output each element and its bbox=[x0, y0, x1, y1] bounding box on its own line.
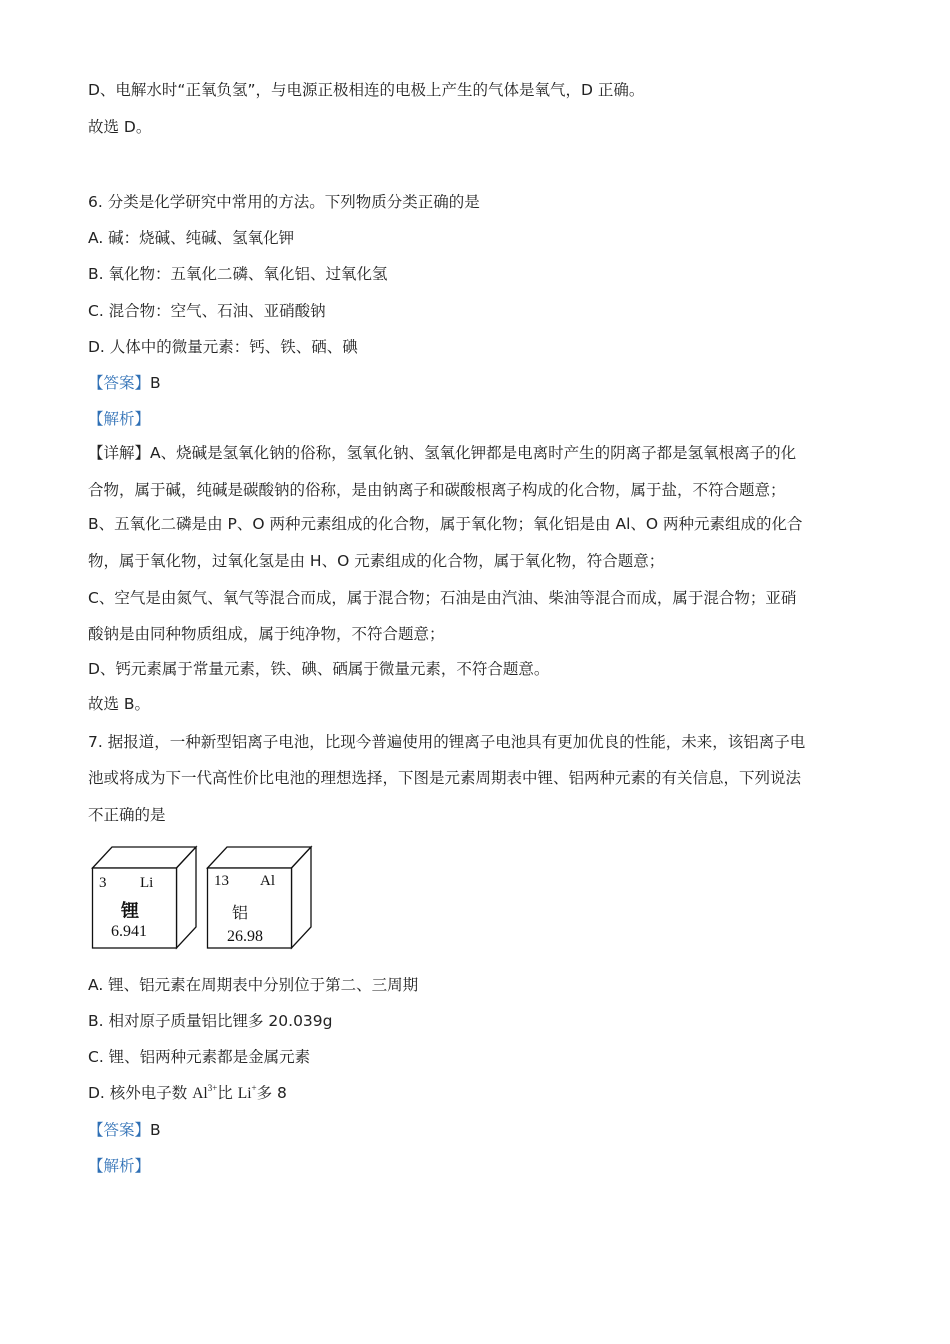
lithium-atomic-number: 3 bbox=[99, 875, 107, 891]
q7-option-d-suffix: 多 8 bbox=[256, 1084, 287, 1102]
q6-option-a: A. 碱：烧碱、纯碱、氢氧化钾 bbox=[88, 229, 295, 247]
q6-detail-line-5: C、空气是由氮气、氧气等混合而成，属于混合物；石油是由汽油、柴油等混合而成，属于混合物；亚硝 bbox=[88, 589, 797, 607]
q6-detail-line-7: D、钙元素属于常量元素，铁、碘、硒属于微量元素，不符合题意。 bbox=[88, 660, 550, 678]
q7-option-d bbox=[88, 1082, 287, 1105]
prev-conclusion: 故选 D。 bbox=[88, 118, 152, 136]
q6-conclusion: 故选 B。 bbox=[88, 695, 151, 713]
q7-option-a: A. 锂、铝元素在周期表中分别位于第二、三周期 bbox=[88, 976, 419, 994]
prev-option-d: D、电解水时“正氧负氢”，与电源正极相连的电极上产生的气体是氧气，D 正确。 bbox=[88, 81, 645, 99]
q6-stem: 6. 分类是化学研究中常用的方法。下列物质分类正确的是 bbox=[88, 193, 480, 211]
q7-stem-line-2: 池或将成为下一代高性价比电池的理想选择，下图是元素周期表中锂、铝两种元素的有关信息，下列说法 bbox=[88, 769, 802, 787]
q7-analysis-heading bbox=[88, 1155, 150, 1177]
q7-ion-lithium-charge: + bbox=[251, 1082, 257, 1093]
element-card-lithium bbox=[90, 844, 200, 950]
q6-option-c: C. 混合物：空气、石油、亚硝酸钠 bbox=[88, 302, 326, 320]
q7-ion-aluminium-charge: 3+ bbox=[207, 1082, 218, 1093]
q6-detail-tag: 【详解】 bbox=[88, 444, 151, 462]
q7-answer-value: B bbox=[150, 1121, 161, 1139]
q6-answer bbox=[88, 372, 161, 394]
aluminium-name: 铝 bbox=[232, 903, 249, 922]
q6-analysis-heading bbox=[88, 408, 150, 430]
q6-detail-line-6: 酸钠是由同种物质组成，属于纯净物，不符合题意； bbox=[88, 625, 445, 643]
lithium-atomic-mass: 6.941 bbox=[111, 923, 147, 940]
element-card-aluminium bbox=[205, 844, 315, 950]
q6-option-d: D. 人体中的微量元素：钙、铁、硒、碘 bbox=[88, 338, 358, 356]
q7-option-d-middle: 比 bbox=[217, 1084, 238, 1102]
aluminium-symbol: Al bbox=[260, 873, 275, 889]
q6-detail-line-3: B、五氧化二磷是由 P、O 两种元素组成的化合物，属于氧化物；氧化铝是由 Al、O 两种元素组成的化合 bbox=[88, 515, 803, 533]
q7-stem-line-3: 不正确的是 bbox=[88, 806, 166, 824]
q6-detail-line-4: 物，属于氧化物，过氧化氢是由 H、O 元素组成的化合物，属于氧化物，符合题意； bbox=[88, 552, 665, 570]
q6-analysis-tag: 【解析】 bbox=[88, 410, 151, 428]
q6-option-b: B. 氧化物：五氧化二磷、氧化铝、过氧化氢 bbox=[88, 265, 388, 283]
lithium-symbol: Li bbox=[140, 875, 154, 891]
q6-detail-line-1 bbox=[88, 442, 796, 464]
q7-answer bbox=[88, 1119, 161, 1141]
aluminium-atomic-number: 13 bbox=[214, 873, 229, 889]
q6-answer-tag: 【答案】 bbox=[88, 374, 151, 392]
q7-option-d-prefix: D. 核外电子数 bbox=[88, 1084, 193, 1102]
q6-detail-line-2: 合物，属于碱，纯碱是碳酸钠的俗称，是由钠离子和碳酸根离子构成的化合物，属于盐，不符合题意； bbox=[88, 481, 786, 499]
lithium-name: 锂 bbox=[121, 901, 139, 922]
q7-stem-line-1: 7. 据报道，一种新型铝离子电池，比现今普遍使用的锂离子电池具有更加优良的性能，未来，该铝离子电 bbox=[88, 733, 806, 751]
q7-option-c: C. 锂、铝两种元素都是金属元素 bbox=[88, 1048, 311, 1066]
q7-ion-aluminium: Al bbox=[192, 1085, 208, 1102]
q7-answer-tag: 【答案】 bbox=[88, 1121, 151, 1139]
q7-option-b: B. 相对原子质量铝比锂多 20.039g bbox=[88, 1012, 333, 1030]
aluminium-atomic-mass: 26.98 bbox=[227, 928, 263, 945]
q6-detail-text-1: A、烧碱是氢氧化钠的俗称，氢氧化钠、氢氧化钾都是电离时产生的阴离子都是氢氧根离子的化 bbox=[150, 444, 797, 462]
q7-analysis-tag: 【解析】 bbox=[88, 1157, 151, 1175]
q6-answer-value: B bbox=[150, 374, 161, 392]
q7-ion-lithium: Li bbox=[237, 1085, 252, 1102]
